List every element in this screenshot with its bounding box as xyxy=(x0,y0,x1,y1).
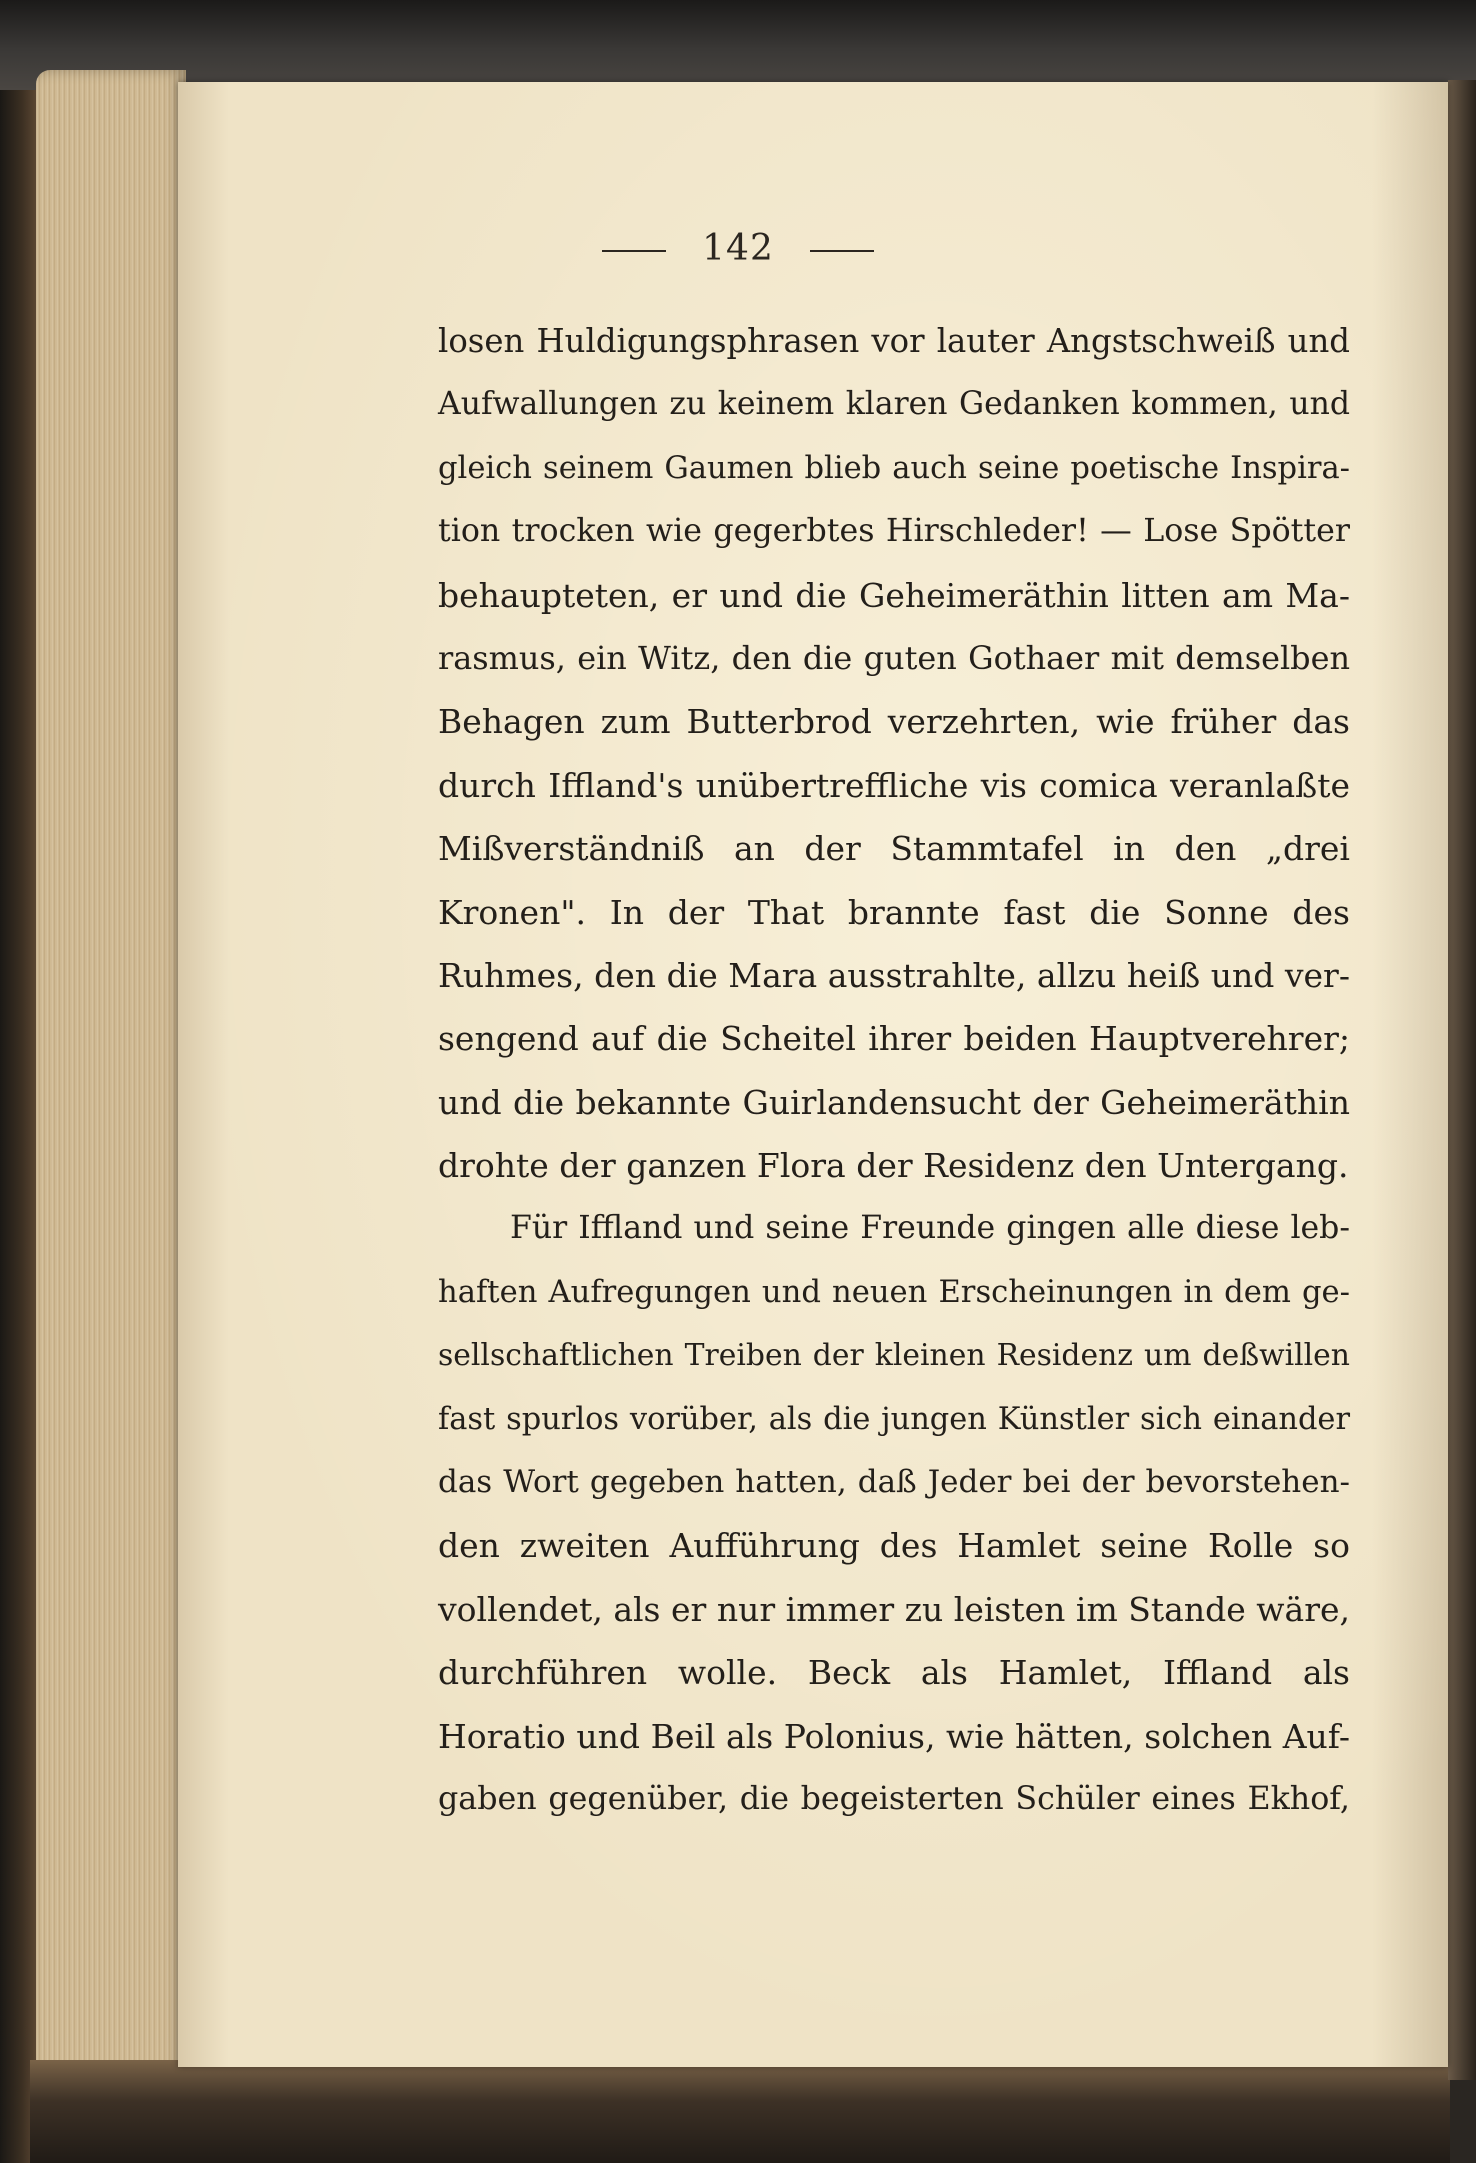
book-cover-bottom xyxy=(30,2060,1450,2163)
text-line: Ruhmes, den die Mara ausstrahlte, allzu heiß und ver- xyxy=(438,955,1350,995)
text-line: durchführen wolle. Beck als Hamlet, Iffland als xyxy=(438,1653,1350,1693)
text-line: Aufwallungen zu keinem klaren Gedanken kommen, und xyxy=(438,386,1350,423)
page-stack-edge xyxy=(36,70,186,2090)
text-line: tion trocken wie gegerbtes Hirschleder! — Lose Spötter xyxy=(438,513,1350,550)
page-number: 142 xyxy=(702,228,774,269)
text-line: drohte der ganzen Flora der Residenz den Untergang. xyxy=(438,1146,1349,1186)
book-spine xyxy=(0,0,36,2163)
text-line: sengend auf die Scheitel ihrer beiden Hauptverehrer; xyxy=(438,1019,1350,1059)
text-line: gleich seinem Gaumen blieb auch seine poetische Inspira- xyxy=(438,450,1350,486)
text-line: fast spurlos vorüber, als die jungen Künstler sich einander xyxy=(438,1401,1350,1437)
page-gutter-shadow xyxy=(1448,80,1476,2080)
text-line: losen Huldigungsphrasen vor lauter Angstschweiß und xyxy=(438,322,1350,360)
text-line: Behagen zum Butterbrod verzehrten, wie früher das xyxy=(438,702,1350,742)
text-line: rasmus, ein Witz, den die guten Gothaer mit demselben xyxy=(438,638,1350,677)
header-rule-left xyxy=(602,250,666,252)
text-line: den zweiten Aufführung des Hamlet seine Rolle so xyxy=(438,1526,1350,1566)
text-line: sellschaftlichen Treiben der kleinen Residenz um deßwillen xyxy=(438,1338,1350,1374)
header-rule-right xyxy=(810,250,874,252)
text-line: Mißverständniß an der Stammtafel in den „drei xyxy=(438,829,1350,869)
body-text xyxy=(438,310,1350,1831)
text-line: durch Iffland's unübertreffliche vis comica veranlaßte xyxy=(438,765,1350,805)
text-line: vollendet, als er nur immer zu leisten im Stande wäre, xyxy=(438,1589,1350,1629)
text-line: behaupteten, er und die Geheimeräthin litten am Ma- xyxy=(438,575,1350,615)
page-header xyxy=(0,228,1476,269)
text-line: haften Aufregungen und neuen Erscheinungen in dem ge- xyxy=(438,1274,1350,1310)
text-line: und die bekannte Guirlandensucht der Geheimeräthin xyxy=(438,1082,1350,1122)
text-line: Horatio und Beil als Polonius, wie hätten, solchen Auf- xyxy=(438,1716,1350,1756)
book-binding-top xyxy=(0,0,1476,90)
text-line: das Wort gegeben hatten, daß Jeder bei der bevorstehen- xyxy=(438,1464,1350,1501)
text-line: Für Iffland und seine Freunde gingen alle diese leb- xyxy=(510,1210,1350,1247)
text-line: gaben gegenüber, die begeisterten Schüler eines Ekhof, xyxy=(438,1780,1350,1817)
text-line: Kronen". In der That brannte fast die Sonne des xyxy=(438,892,1350,932)
